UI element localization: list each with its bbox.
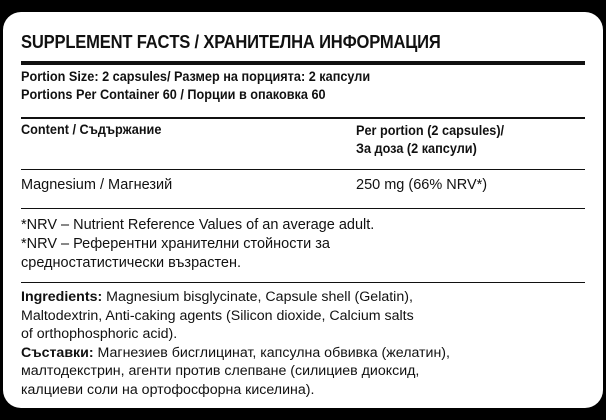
row-divider <box>21 208 585 209</box>
nrv-notes <box>21 216 374 273</box>
table-row-name: Magnesium / Магнезий <box>21 177 173 193</box>
supplement-facts-panel <box>3 12 603 408</box>
portion-size: Portion Size: 2 capsules/ Размер на порцията: 2 капсули <box>21 69 371 84</box>
ingredients-en-line1 <box>21 288 450 307</box>
table-row-value: 250 mg (66% NRV*) <box>356 177 488 193</box>
nrv-note-bg-1: *NRV – Референтни хранителни стойности за <box>21 236 330 252</box>
table-header-per-portion <box>356 122 504 158</box>
panel-title: SUPPLEMENT FACTS / ХРАНИТЕЛНА ИНФОРМАЦИЯ <box>21 32 441 52</box>
header-per-portion-en: Per portion (2 capsules)/ <box>356 123 505 138</box>
ingredients-block <box>21 288 450 399</box>
table-divider <box>21 169 585 170</box>
ingredients-en-label: Ingredients: <box>21 289 103 305</box>
thick-divider <box>21 61 585 65</box>
portions-per-container: Portions Per Container 60 / Порции в опаковка 60 <box>21 87 326 102</box>
nrv-note-bg-2: средностатистически възрастен. <box>21 255 242 271</box>
header-per-portion-bg: За доза (2 капсули) <box>356 141 477 156</box>
ingredients-bg-line3: калциеви соли на ортофосфорна киселина). <box>21 381 315 398</box>
table-header-content: Content / Съдържание <box>21 122 162 137</box>
ingredients-bg-line1 <box>21 344 450 363</box>
ingredients-en-text1: Magnesium bisglycinate, Capsule shell (Gelatin), <box>102 289 413 305</box>
ingredients-bg-text1: Магнезиев бисглицинат, капсулна обвивка (желатин), <box>93 344 450 361</box>
nrv-note-en: *NRV – Nutrient Reference Values of an average adult. <box>21 217 375 233</box>
ingredients-bg-label: Съставки: <box>21 344 94 361</box>
ingredients-en-line2: Maltodextrin, Anti-caking agents (Silicon dioxide, Calcium salts <box>21 307 414 324</box>
ingredients-bg-line2: малтодекстрин, агенти против слепване (силициев диоксид, <box>21 363 420 379</box>
ingredients-en-line3: of orthophosphoric acid). <box>21 326 178 342</box>
panel-content <box>21 12 585 408</box>
header-divider <box>21 117 585 119</box>
notes-divider <box>21 282 585 283</box>
